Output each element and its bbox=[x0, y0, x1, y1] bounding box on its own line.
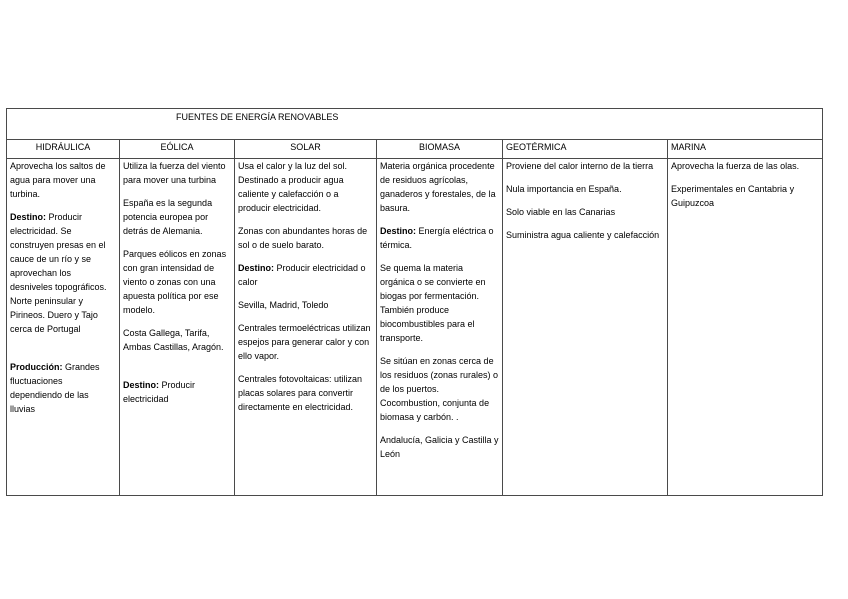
header-row bbox=[7, 140, 823, 159]
table-title-cell bbox=[7, 109, 823, 140]
hidraulica-produccion bbox=[10, 360, 116, 416]
hidraulica-destino bbox=[10, 210, 116, 336]
eolica-destino-text: Producir electricidad bbox=[123, 380, 196, 404]
geotermica-uso: Suministra agua caliente y calefacción bbox=[506, 230, 660, 240]
header-hidraulica: HIDRÁULICA bbox=[7, 140, 120, 159]
eolica-description: Utiliza la fuerza del viento para mover una turbina bbox=[123, 161, 226, 185]
cell-hidraulica bbox=[7, 159, 120, 496]
header-eolica: EÓLICA bbox=[120, 140, 235, 159]
title-row bbox=[7, 109, 823, 140]
destino-label: Destino: bbox=[238, 263, 274, 273]
header-solar: SOLAR bbox=[235, 140, 377, 159]
eolica-ranking: España es la segunda potencia europea por detrás de Alemania. bbox=[123, 198, 213, 236]
solar-zonas: Zonas con abundantes horas de sol o de suelo barato. bbox=[238, 226, 368, 250]
marina-description: Aprovecha la fuerza de las olas. bbox=[671, 161, 800, 171]
renewable-energy-table bbox=[6, 108, 823, 496]
hidraulica-destino-text: Producir electricidad. Se construyen presas en el cauce de un río y se aprovechan los desniveles topográficos. Norte peninsular y Pirineos. Duero y Tajo cerca de Portugal bbox=[10, 212, 107, 334]
marina-ubicacion: Experimentales en Cantabria y Guipuzcoa bbox=[671, 184, 795, 208]
solar-lugares: Sevilla, Madrid, Toledo bbox=[238, 300, 329, 310]
header-marina: MARINA bbox=[668, 140, 823, 159]
table-title: FUENTES DE ENERGÍA RENOVABLES bbox=[176, 112, 339, 122]
cell-marina bbox=[668, 159, 823, 496]
content-row bbox=[7, 159, 823, 496]
cell-biomasa bbox=[377, 159, 503, 496]
solar-termoelectricas: Centrales termoeléctricas utilizan espejos para generar calor y con ello vapor. bbox=[238, 323, 371, 361]
header-biomasa: BIOMASA bbox=[377, 140, 503, 159]
geotermica-description: Proviene del calor interno de la tierra bbox=[506, 161, 654, 171]
biomasa-description: Materia orgánica procedente de residuos agrícolas, ganaderos y forestales, de la basura. bbox=[380, 161, 496, 213]
biomasa-destino-text: Energía eléctrica o térmica. bbox=[380, 226, 494, 250]
cell-eolica bbox=[120, 159, 235, 496]
geotermica-importancia: Nula importancia en España. bbox=[506, 184, 622, 194]
solar-description: Usa el calor y la luz del sol. Destinado a producir agua caliente y calefacción o a producir electricidad. bbox=[238, 161, 348, 213]
eolica-zonas: Costa Gallega, Tarifa, Ambas Castillas, Aragón. bbox=[123, 328, 224, 352]
destino-label: Destino: bbox=[380, 226, 416, 236]
hidraulica-description: Aprovecha los saltos de agua para mover una turbina. bbox=[10, 161, 106, 199]
eolica-destino bbox=[123, 378, 231, 406]
header-geotermica: GEOTÉRMICA bbox=[503, 140, 668, 159]
geotermica-viabilidad: Solo viable en las Canarias bbox=[506, 207, 616, 217]
cell-geotermica bbox=[503, 159, 668, 496]
solar-destino bbox=[238, 261, 373, 289]
eolica-parques: Parques eólicos en zonas con gran intensidad de viento o zonas con una apuesta política por ese modelo. bbox=[123, 249, 227, 315]
hidraulica-produccion-text: Grandes fluctuaciones dependiendo de las lluvias bbox=[10, 362, 100, 414]
destino-label: Destino: bbox=[123, 380, 159, 390]
solar-destino-text: Producir electricidad o calor bbox=[238, 263, 366, 287]
solar-fotovoltaicas: Centrales fotovoltaicas: utilizan placas solares para convertir directamente en electricidad. bbox=[238, 374, 363, 412]
biomasa-regiones: Andalucía, Galicia y Castilla y León bbox=[380, 435, 499, 459]
produccion-label: Producción: bbox=[10, 362, 63, 372]
biomasa-proceso: Se quema la materia orgánica o se convierte en biogas por fermentación. También produce biocombustibles para el transporte. bbox=[380, 263, 486, 343]
destino-label: Destino: bbox=[10, 212, 46, 222]
biomasa-destino bbox=[380, 224, 499, 252]
cell-solar bbox=[235, 159, 377, 496]
biomasa-ubicacion: Se sitúan en zonas cerca de los residuos (zonas rurales) o de los puertos. Cocombustion, conjunta de biomasa y carbón. . bbox=[380, 356, 499, 422]
